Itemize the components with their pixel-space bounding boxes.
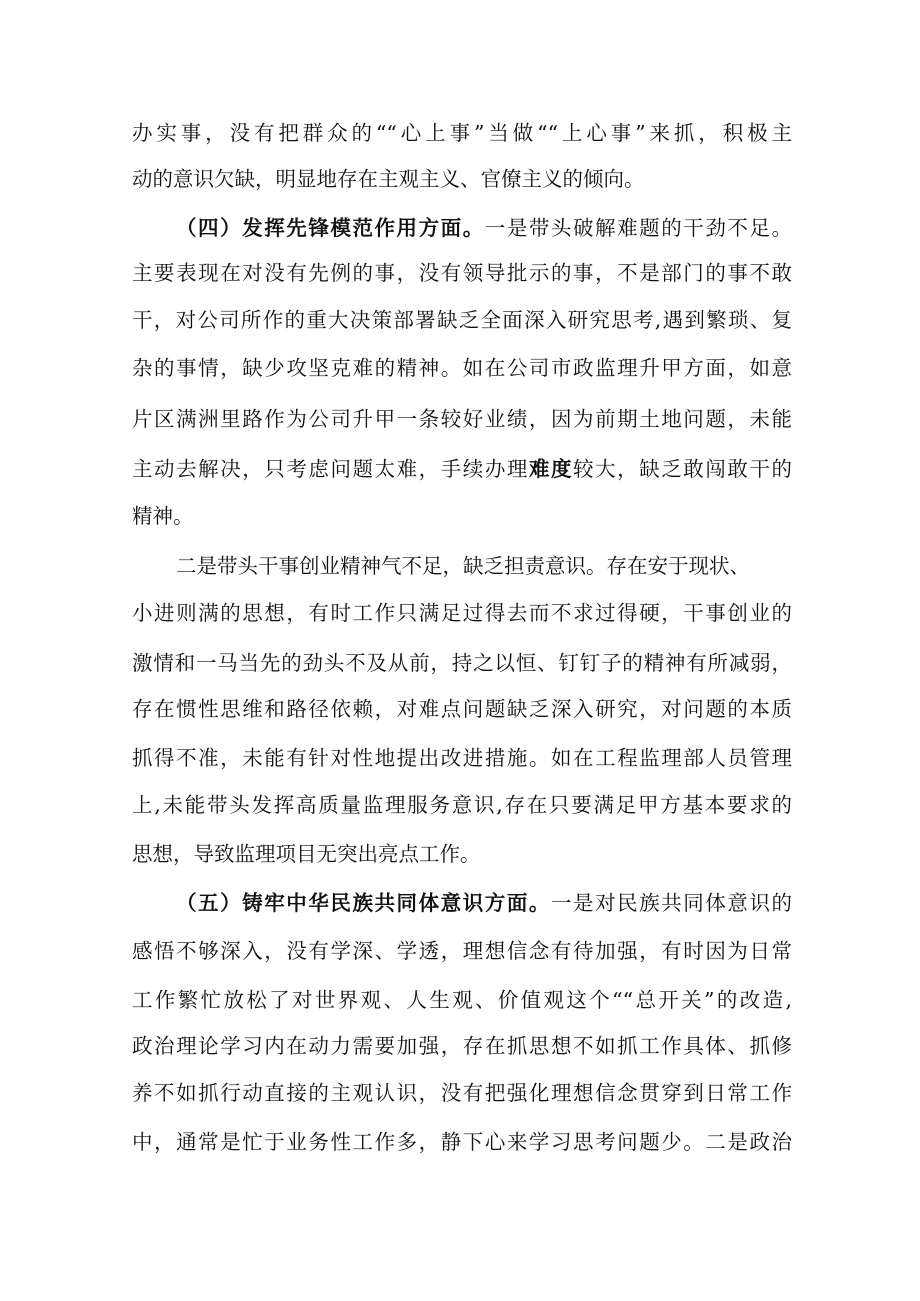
text-line: 养不如抓行动直接的主观认识，没有把强化理想信念贯穿到日常工作 <box>132 1081 792 1105</box>
text-line: 上,未能带头发挥高质量监理服务意识,存在只要满足甲方基本要求的 <box>132 793 792 817</box>
emphasis-difficulty: 难度 <box>528 457 574 481</box>
paragraph-first-line: 二是带头干事创业精神气不足，缺乏担责意识。存在安于现状、 <box>176 554 750 578</box>
text-line: 中，通常是忙于业务性工作多，静下心来学习思考问题少。二是政治 <box>132 1130 792 1154</box>
section-4-first-line <box>176 208 792 248</box>
text-line: 政治理论学习内在动力需要加强，存在抓思想不如抓工作具体、抓修 <box>132 1034 792 1058</box>
text-span: 一是带头破解难题的干劲不足。 <box>484 216 793 240</box>
text-line: 片区满洲里路作为公司升甲一条较好业绩，因为前期土地问题，未能 <box>132 407 792 431</box>
text-line: 思想，导致监理项目无突出亮点工作。 <box>132 842 481 866</box>
text-line: 感悟不够深入，没有学深、学透，理想信念有待加强，有时因为日常 <box>132 939 792 963</box>
text-line: 干，对公司所作的重大决策部署缺乏全面深入研究思考,遇到繁琐、复 <box>132 308 792 332</box>
text-span: 主动去解决，只考虑问题太难，手续办理 <box>132 457 529 481</box>
text-line: 激情和一马当先的劲头不及从前，持之以恒、钉钉子的精神有所减弱， <box>132 651 792 675</box>
text-line: 存在惯性思维和路径依赖，对难点问题缺乏深入研究，对问题的本质 <box>132 697 792 721</box>
section-4-heading: （四）发挥先锋模范作用方面。 <box>176 216 485 240</box>
section-5-heading: （五）铸牢中华民族共同体意识方面。 <box>176 891 551 915</box>
text-line: 动的意识欠缺，明显地存在主观主义、官僚主义的倾向。 <box>132 167 645 191</box>
text-line: 办实事，没有把群众的““心上事”当做““上心事”来抓，积极主 <box>132 121 792 145</box>
text-span: 一是对民族共同体意识的 <box>550 891 793 915</box>
section-5-first-line <box>176 883 792 923</box>
text-line: 主要表现在对没有先例的事，没有领导批示的事，不是部门的事不敢 <box>132 261 792 285</box>
text-line: 精神。 <box>132 504 194 528</box>
text-line-with-emphasis <box>132 449 792 489</box>
text-line: 杂的事情，缺少攻坚克难的精神。如在公司市政监理升甲方面，如意 <box>132 356 792 380</box>
text-line: 小进则满的思想，有时工作只满足过得去而不求过得硬，干事创业的 <box>132 601 792 625</box>
text-span: 较大，缺乏敢闯敢干的 <box>573 457 793 481</box>
text-line: 工作繁忙放松了对世界观、人生观、价值观这个““总开关”的改造, <box>132 988 792 1012</box>
text-line: 抓得不准，未能有针对性地提出改进措施。如在工程监理部人员管理 <box>132 746 792 770</box>
